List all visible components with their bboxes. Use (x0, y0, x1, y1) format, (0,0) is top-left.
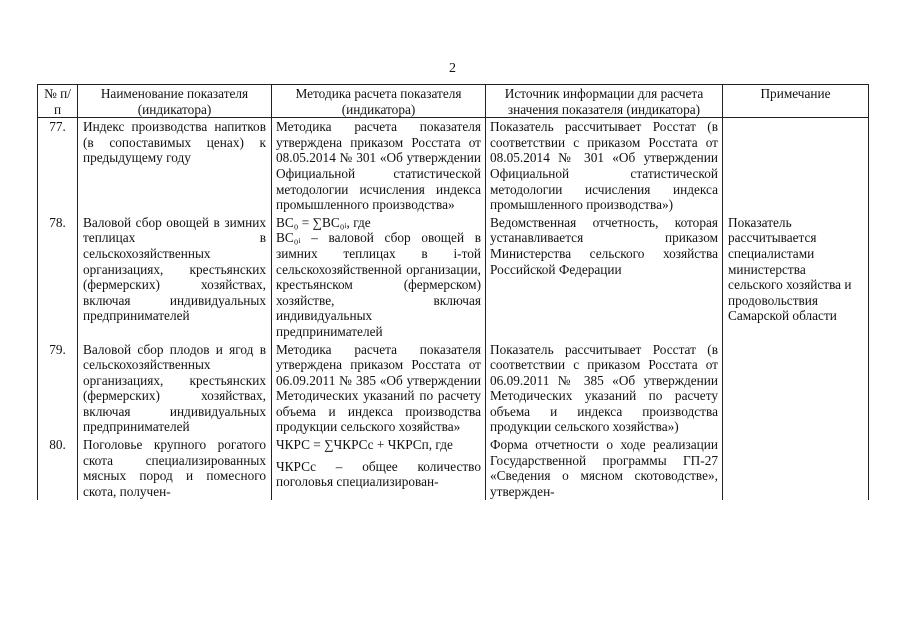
table-row (38, 118, 869, 214)
row-note: Показатель рассчитывается специалистами министерства сельского хозяйства и продовольствия Самарской области (723, 214, 869, 341)
header-num: № п/п (38, 85, 78, 118)
row-source: Ведомственная отчетность, которая устанавливается приказом Министерства сельского хозяйства Российской Федерации (486, 214, 723, 341)
row-num: 78. (38, 214, 78, 341)
row-name: Валовой сбор плодов и ягод в сельскохозяйственных организациях, крестьянских (фермерских) хозяйствах, включая индивидуальных предпринимателей (78, 341, 272, 437)
row-note (723, 436, 869, 500)
table-row (38, 436, 869, 500)
row-name: Поголовье крупного рогатого скота специализированных мясных пород и помесного скота, получен- (78, 436, 272, 500)
row-method: ЧКРСс – общее количество поголовья специализирован- (276, 458, 481, 490)
row-method-cell (272, 214, 486, 341)
row-name: Индекс производства напитков (в сопоставимых ценах) к предыдущему году (78, 118, 272, 214)
row-source: Показатель рассчитывает Росстат (в соответствии с приказом Росстата от 08.05.2014 № 301 «Об утверждении Официальной статистической методологии исчисления индекса промышленного производства») (486, 118, 723, 214)
row-method-formula: ЧКРС = ∑ЧКРСс + ЧКРСп, где (276, 437, 453, 453)
header-note: Примечание (723, 85, 869, 118)
header-method: Методика расчета показателя (индикатора) (272, 85, 486, 118)
row-method-cell (272, 436, 486, 500)
row-name: Валовой сбор овощей в зимних теплицах в сельскохозяйственных организациях, крестьянских (фермерских) хозяйствах, включая индивидуальных предпринимателей (78, 214, 272, 341)
row-method: Методика расчета показателя утверждена приказом Росстата от 08.05.2014 № 301 «Об утверждении Официальной статистической методологии исчисления индекса промышленного производства» (272, 118, 486, 214)
row-method-formula: ВС₀ = ∑ВС₀ᵢ, где (276, 214, 371, 230)
row-source: Показатель рассчитывает Росстат (в соответствии с приказом Росстата от 06.09.2011 № 385 «Об утверждении Методических указаний по расчету объема и индекса производства продукции сельского хозяйства») (486, 341, 723, 437)
row-method: ВС₀ᵢ – валовой сбор овощей в зимних теплицах в i-той сельскохозяйственной организации, крестьянском (фермерском) хозяйстве, включая индивидуальных предпринимателей (276, 230, 481, 339)
row-num: 79. (38, 341, 78, 437)
table-row (38, 214, 869, 341)
row-note (723, 341, 869, 437)
header-source: Источник информации для расчета значения показателя (индикатора) (486, 85, 723, 118)
indicators-table (37, 84, 869, 500)
row-num: 77. (38, 118, 78, 214)
header-name: Наименование показателя (индикатора) (78, 85, 272, 118)
page-number: 2 (449, 61, 456, 76)
row-note (723, 118, 869, 214)
row-source: Форма отчетности о ходе реализации Государственной программы ГП-27 «Сведения о мясном скотоводстве», утвержден- (486, 436, 723, 500)
table-row (38, 341, 869, 437)
table-header-row (38, 85, 869, 118)
row-method: Методика расчета показателя утверждена приказом Росстата от 06.09.2011 № 385 «Об утверждении Методических указаний по расчету объема и индекса производства продукции сельского хозяйства» (272, 341, 486, 437)
row-num: 80. (38, 436, 78, 500)
